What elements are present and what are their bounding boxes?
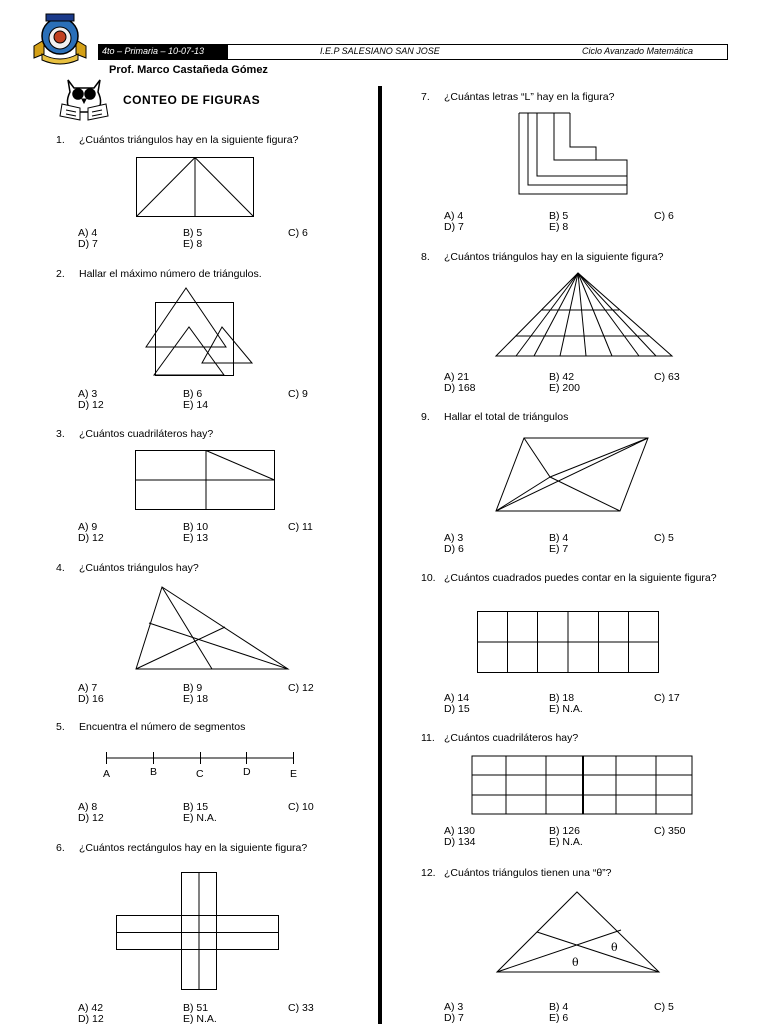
theta-label-right: θ <box>611 941 618 954</box>
option-d[interactable]: D) 16 <box>78 693 104 705</box>
option-e[interactable]: E) 8 <box>183 238 203 250</box>
option-e[interactable]: E) 13 <box>183 532 209 544</box>
option-c[interactable]: C) 350 <box>654 825 686 837</box>
option-c[interactable]: C) 10 <box>288 801 314 813</box>
figure-8-fan-triangle <box>494 272 674 358</box>
question-text: ¿Cuántos triángulos hay en la siguiente figura? <box>79 134 299 146</box>
question-text: ¿Cuántos triángulos hay? <box>79 562 199 574</box>
option-a[interactable]: A) 8 <box>78 801 98 813</box>
option-c[interactable]: C) 63 <box>654 371 680 383</box>
option-a[interactable]: A) 9 <box>78 521 98 533</box>
question-text: ¿Cuántos cuadriláteros hay? <box>79 428 214 440</box>
figure-6-cross-rectangles <box>116 872 282 992</box>
point-label-c: C <box>196 768 204 780</box>
figure-11-quadrilateral-grid <box>471 755 695 817</box>
option-b[interactable]: B) 10 <box>183 521 209 533</box>
option-b[interactable]: B) 15 <box>183 801 209 813</box>
question-number: 7. <box>421 91 430 103</box>
option-a[interactable]: A) 3 <box>78 388 98 400</box>
question-text: Encuentra el número de segmentos <box>79 721 246 733</box>
option-c[interactable]: C) 11 <box>288 521 313 533</box>
question-number: 9. <box>421 411 430 423</box>
question-text: ¿Cuántos triángulos hay en la siguiente figura? <box>444 251 664 263</box>
question-text: Hallar el máximo número de triángulos. <box>79 268 262 280</box>
option-b[interactable]: B) 51 <box>183 1002 209 1014</box>
figure-9-arrow-parallelogram <box>494 437 650 513</box>
question-text: ¿Cuántos triángulos tienen una “θ”? <box>444 867 612 879</box>
option-d[interactable]: D) 12 <box>78 1013 104 1025</box>
owl-reading-icon <box>58 74 110 120</box>
question-number: 12. <box>421 867 436 879</box>
question-number: 2. <box>56 268 65 280</box>
option-d[interactable]: D) 12 <box>78 399 104 411</box>
option-d[interactable]: D) 7 <box>444 1012 464 1024</box>
theta-label-bottom: θ <box>572 956 579 969</box>
option-b[interactable]: B) 126 <box>549 825 580 837</box>
column-divider <box>378 86 382 1024</box>
point-label-b: B <box>150 766 158 778</box>
option-c[interactable]: C) 6 <box>654 210 674 222</box>
question-number: 8. <box>421 251 430 263</box>
option-e[interactable]: E) N.A. <box>183 812 217 824</box>
figure-5-segment-line <box>106 751 296 765</box>
option-a[interactable]: A) 4 <box>78 227 98 239</box>
option-a[interactable]: A) 42 <box>78 1002 104 1014</box>
option-d[interactable]: D) 134 <box>444 836 476 848</box>
header-school: I.E.P SALESIANO SAN JOSE <box>320 46 440 56</box>
option-e[interactable]: E) 200 <box>549 382 580 394</box>
question-number: 10. <box>421 572 436 584</box>
option-e[interactable]: E) 18 <box>183 693 209 705</box>
header-cycle: Ciclo Avanzado Matemática <box>582 46 694 56</box>
option-b[interactable]: B) 5 <box>183 227 203 239</box>
option-b[interactable]: B) 5 <box>549 210 569 222</box>
option-b[interactable]: B) 18 <box>549 692 575 704</box>
page-title: CONTEO DE FIGURAS <box>123 93 261 107</box>
question-number: 5. <box>56 721 65 733</box>
question-text: ¿Cuántas letras “L” hay en la figura? <box>444 91 615 103</box>
question-number: 11. <box>421 732 435 744</box>
option-e[interactable]: E) 8 <box>549 221 569 233</box>
option-a[interactable]: A) 14 <box>444 692 470 704</box>
option-c[interactable]: C) 6 <box>288 227 308 239</box>
option-d[interactable]: D) 6 <box>444 543 464 555</box>
option-b[interactable]: B) 9 <box>183 682 203 694</box>
school-logo <box>30 10 90 65</box>
question-number: 1. <box>56 134 65 146</box>
option-e[interactable]: E) 14 <box>183 399 209 411</box>
option-b[interactable]: B) 6 <box>183 388 203 400</box>
option-a[interactable]: A) 4 <box>444 210 464 222</box>
option-d[interactable]: D) 12 <box>78 532 104 544</box>
option-e[interactable]: E) N.A. <box>183 1013 217 1025</box>
teacher-name: Prof. Marco Castañeda Gómez <box>109 64 268 76</box>
option-e[interactable]: E) N.A. <box>549 836 583 848</box>
option-c[interactable]: C) 5 <box>654 532 674 544</box>
header-grade: 4to – Primaria – 10-07-13 <box>102 46 205 56</box>
figure-4-triangle-cevians <box>135 585 291 671</box>
option-a[interactable]: A) 3 <box>444 1001 464 1013</box>
question-text: ¿Cuántos cuadrados puedes contar en la siguiente figura? <box>444 572 717 584</box>
figure-2-overlapping-triangles <box>144 287 254 377</box>
option-d[interactable]: D) 7 <box>444 221 464 233</box>
option-d[interactable]: D) 7 <box>78 238 98 250</box>
figure-1-rectangle-triangles <box>136 157 256 219</box>
option-c[interactable]: C) 9 <box>288 388 308 400</box>
option-c[interactable]: C) 12 <box>288 682 314 694</box>
option-c[interactable]: C) 5 <box>654 1001 674 1013</box>
question-text: ¿Cuántos rectángulos hay en la siguiente figura? <box>79 842 308 854</box>
option-a[interactable]: A) 3 <box>444 532 464 544</box>
point-label-e: E <box>290 768 298 780</box>
option-b[interactable]: B) 4 <box>549 532 569 544</box>
option-e[interactable]: E) 7 <box>549 543 569 555</box>
question-text: Hallar el total de triángulos <box>444 411 569 423</box>
option-b[interactable]: B) 4 <box>549 1001 569 1013</box>
figure-10-squares-grid <box>477 611 661 675</box>
figure-7-nested-l-shapes <box>518 112 630 196</box>
option-a[interactable]: A) 130 <box>444 825 475 837</box>
point-label-d: D <box>243 766 251 778</box>
point-label-a: A <box>103 768 111 780</box>
option-c[interactable]: C) 17 <box>654 692 680 704</box>
option-a[interactable]: A) 21 <box>444 371 470 383</box>
question-number: 6. <box>56 842 65 854</box>
question-number: 3. <box>56 428 65 440</box>
option-b[interactable]: B) 42 <box>549 371 575 383</box>
question-number: 4. <box>56 562 65 574</box>
option-e[interactable]: E) N.A. <box>549 703 583 715</box>
option-c[interactable]: C) 33 <box>288 1002 314 1014</box>
option-e[interactable]: E) 6 <box>549 1012 569 1024</box>
option-a[interactable]: A) 7 <box>78 682 98 694</box>
option-d[interactable]: D) 15 <box>444 703 470 715</box>
figure-3-rectangle-grid <box>135 450 277 512</box>
option-d[interactable]: D) 168 <box>444 382 476 394</box>
option-d[interactable]: D) 12 <box>78 812 104 824</box>
question-text: ¿Cuántos cuadriláteros hay? <box>444 732 579 744</box>
